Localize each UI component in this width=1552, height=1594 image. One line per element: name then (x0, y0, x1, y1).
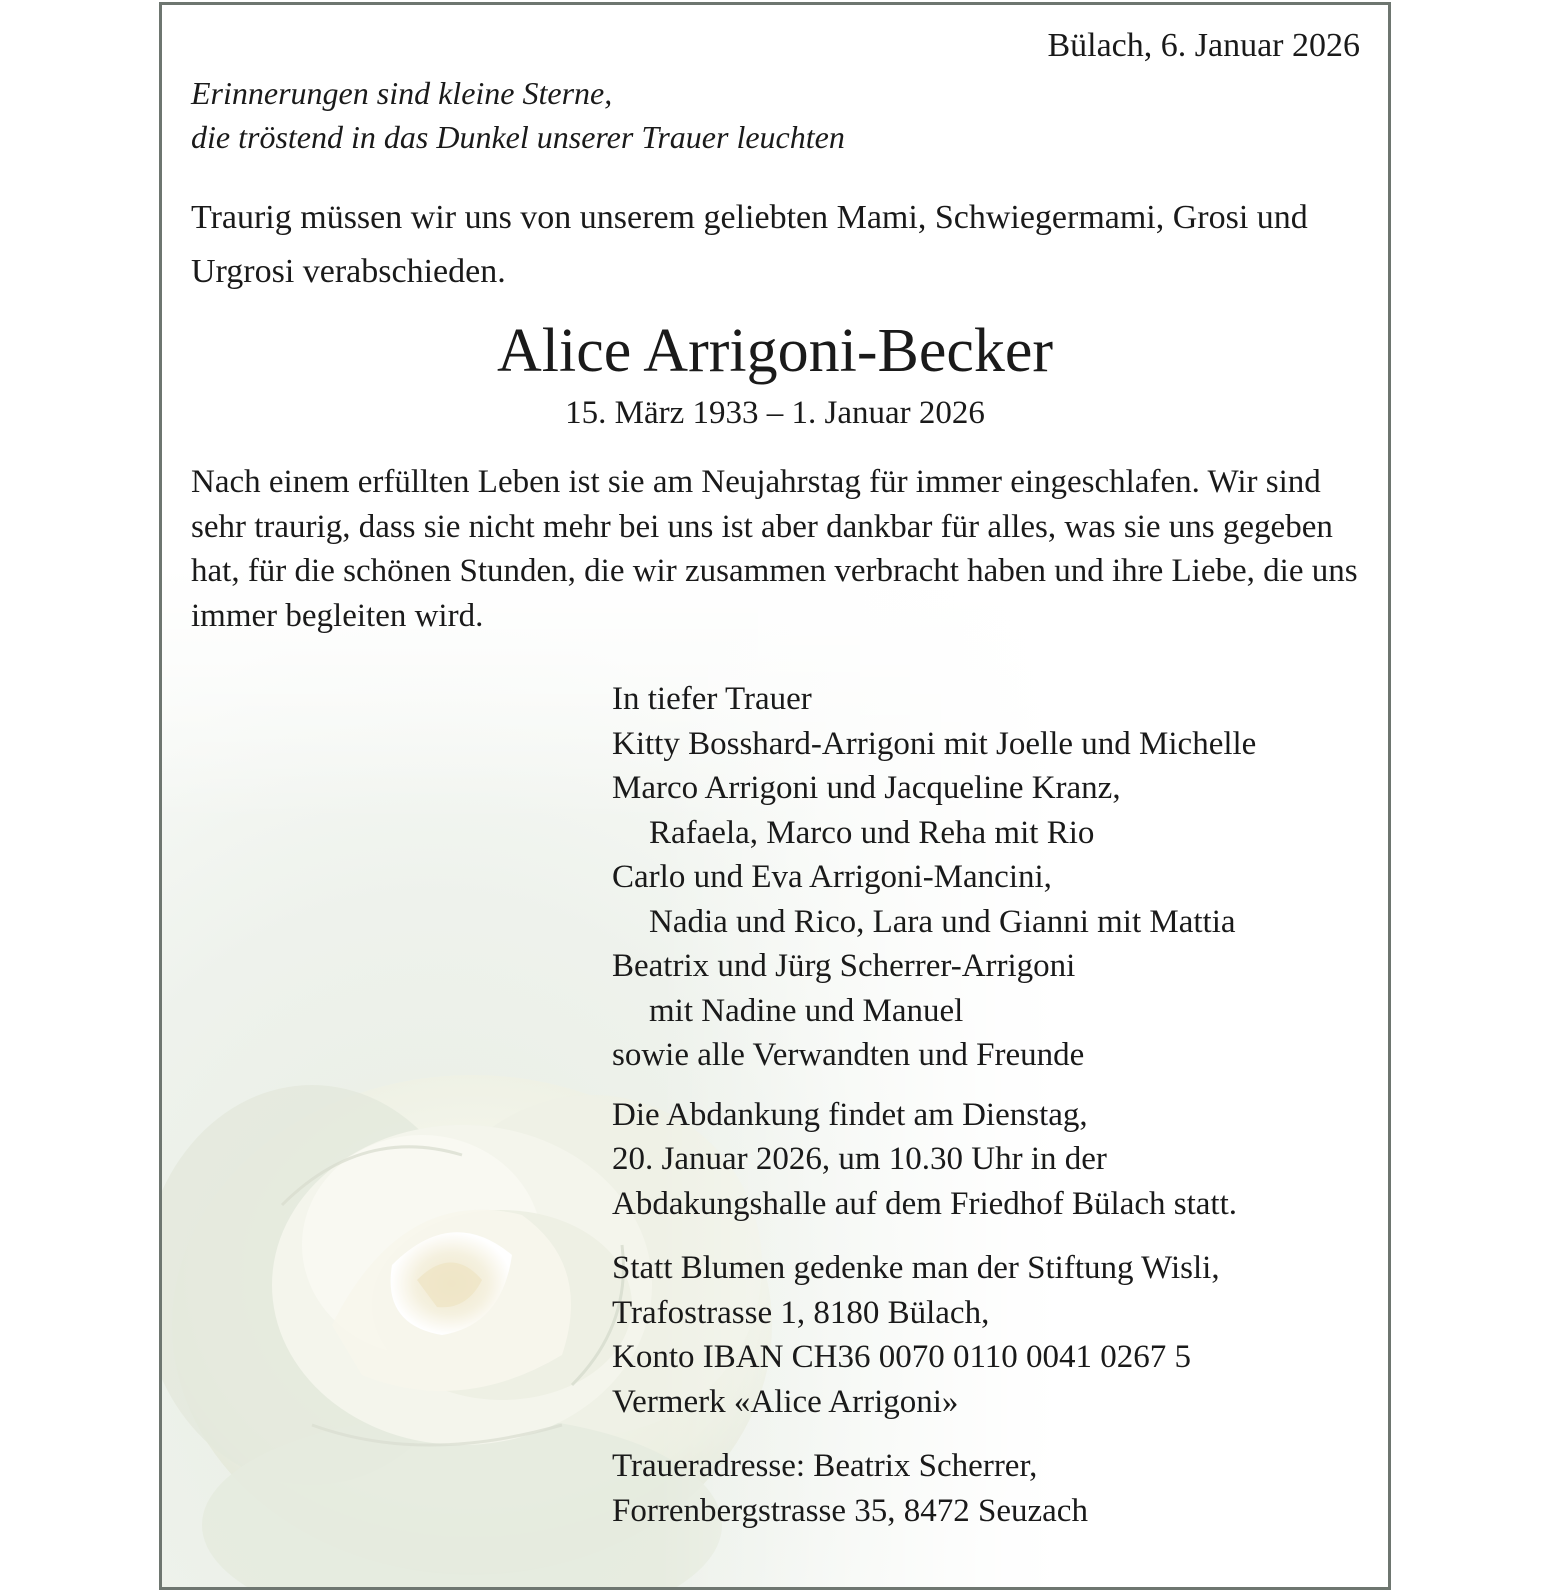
donation-line: Statt Blumen gedenke man der Stiftung Wisli, (612, 1250, 1220, 1286)
service-info (612, 1093, 1372, 1227)
mourners-list (612, 677, 1372, 1078)
mourner-line: Beatrix und Jürg Scherrer-Arrigoni (612, 948, 1076, 984)
service-line: 20. Januar 2026, um 10.30 Uhr in der (612, 1141, 1107, 1177)
mourner-line: Carlo und Eva Arrigoni-Mancini, (612, 859, 1052, 895)
address-line: Traueradresse: Beatrix Scherrer, (612, 1448, 1038, 1484)
service-line: Die Abdankung findet am Dienstag, (612, 1096, 1088, 1133)
mourner-line: Rafaela, Marco und Reha mit Rio (649, 814, 1095, 851)
mourner-line: Nadia und Rico, Lara und Gianni mit Mattia (649, 903, 1236, 940)
obituary-frame (159, 2, 1391, 1590)
donation-info (612, 1246, 1372, 1424)
mourner-line: Marco Arrigoni und Jacqueline Kranz, (612, 770, 1121, 806)
mourner-line: Kitty Bosshard-Arrigoni mit Joelle und Michelle (612, 725, 1257, 762)
motto-line: die tröstend in das Dunkel unserer Trauer leuchten (191, 119, 845, 155)
obituary-body: Nach einem erfüllten Leben ist sie am Neujahrstag für immer eingeschlafen. Wir sind sehr traurig, dass sie nicht mehr bei uns ist aber dankbar für alles, was sie uns gegeben hat, für die schönen Stunden, die wir zusammen verbracht haben und ihre Liebe, die uns immer begleiten wird. (191, 464, 1358, 634)
address-line: Forrenbergstrasse 35, 8472 Seuzach (612, 1492, 1088, 1529)
place-date: Bülach, 6. Januar 2026 (1047, 27, 1360, 64)
motto-line: Erinnerungen sind kleine Sterne, (191, 75, 613, 111)
mourning-address (612, 1444, 1372, 1533)
mourner-line: sowie alle Verwandten und Freunde (612, 1037, 1085, 1073)
service-line: Abdakungshalle auf dem Friedhof Bülach statt. (612, 1185, 1238, 1222)
obituary-content (162, 5, 1388, 1587)
life-dates: 15. März 1933 – 1. Januar 2026 (565, 395, 985, 431)
intro-text: Traurig müssen wir uns von unserem geliebten Mami, Schwiegermami, Grosi und Urgrosi verabschieden. (191, 199, 1308, 290)
deceased-name: Alice Arrigoni-Becker (496, 317, 1054, 385)
donation-line: Konto IBAN CH36 0070 0110 0041 0267 5 (612, 1339, 1192, 1375)
mourner-line: mit Nadine und Manuel (649, 992, 964, 1029)
motto (191, 71, 845, 159)
donation-line: Vermerk «Alice Arrigoni» (612, 1383, 959, 1420)
donation-line: Trafostrasse 1, 8180 Bülach, (612, 1294, 990, 1331)
mourners-column (612, 677, 1372, 1533)
mourners-heading: In tiefer Trauer (612, 681, 812, 717)
